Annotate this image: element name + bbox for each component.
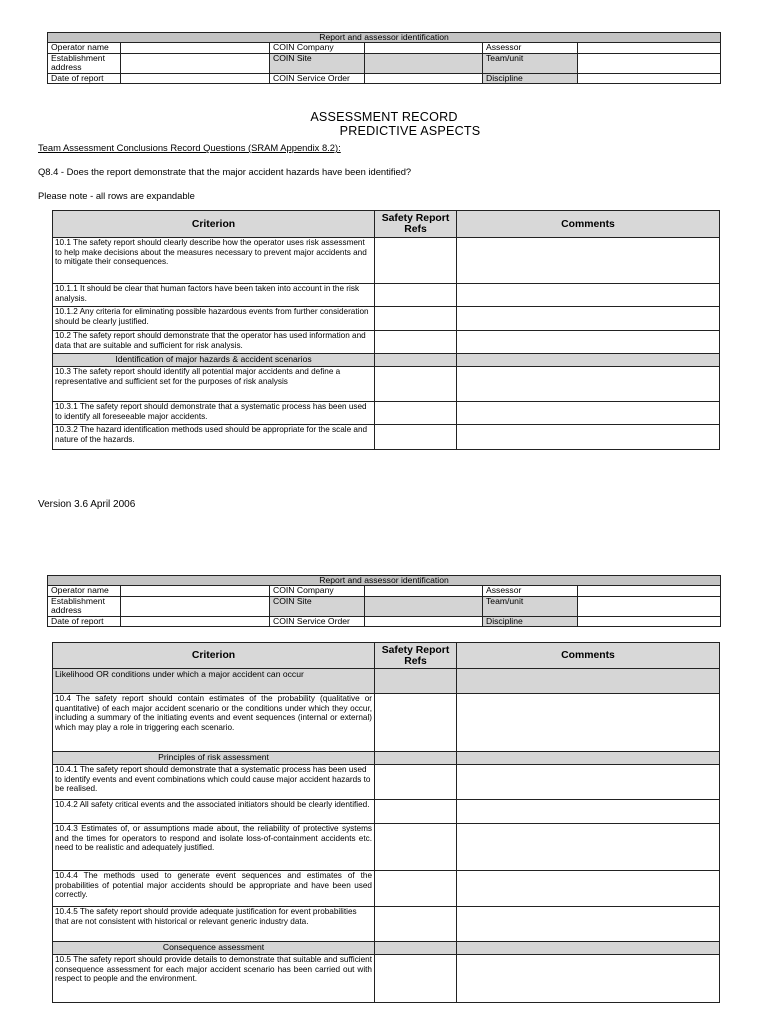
safety-report-refs-header: Safety Report Refs [375,211,457,238]
discipline-label: Discipline [483,73,578,83]
operator-name-label: Operator name [48,43,121,53]
refs-cell[interactable] [375,284,457,307]
section-likelihood-conditions: Likelihood OR conditions under which a major accident can occur [53,669,375,694]
section-principles-risk-assessment: Principles of risk assessment [53,752,375,765]
assessor-label: Assessor [483,43,578,53]
comments-cell[interactable] [457,955,720,1003]
section-blank-cell [375,669,457,694]
section-blank-cell [457,942,720,955]
coin-site-label: COIN Site [270,53,365,73]
comments-cell[interactable] [457,907,720,942]
assessor-field[interactable] [578,586,721,596]
refs-cell[interactable] [375,871,457,907]
criterion-header: Criterion [53,643,375,669]
section-blank-cell [375,752,457,765]
criterion-10-4-1: 10.4.1 The safety report should demonstrate that a systematic process has been used to identify events and event combinations which could cause major accident hazards to be realised. [53,765,375,800]
refs-cell[interactable] [375,800,457,824]
coin-service-order-label: COIN Service Order [270,73,365,83]
comments-cell[interactable] [457,800,720,824]
comments-header: Comments [457,211,720,238]
coin-company-field[interactable] [365,586,483,596]
section-blank-cell [457,752,720,765]
assessor-field[interactable] [578,43,721,53]
assessor-label: Assessor [483,586,578,596]
comments-cell[interactable] [457,238,720,284]
comments-cell[interactable] [457,871,720,907]
criterion-10-1: 10.1 The safety report should clearly describe how the operator uses risk assessment to help make decisions about the measures necessary to prevent major accidents and to mitigate their consequences. [53,238,375,284]
refs-cell[interactable] [375,765,457,800]
report-header-table-2 [47,575,721,627]
comments-cell[interactable] [457,694,720,752]
comments-cell[interactable] [457,765,720,800]
date-of-report-label: Date of report [48,616,121,626]
section-consequence-assessment: Consequence assessment [53,942,375,955]
criterion-10-1-2: 10.1.2 Any criteria for eliminating possible hazardous events from further consideration should be clearly justified. [53,307,375,331]
establishment-address-label: Establishment address [48,53,121,73]
note-expandable-rows: Please note - all rows are expandable [38,190,195,201]
header-title: Report and assessor identification [48,33,721,43]
heading-predictive-aspects: PREDICTIVE ASPECTS [339,124,481,138]
coin-site-field[interactable] [365,596,483,616]
criterion-table-2 [52,642,720,1003]
comments-cell[interactable] [457,402,720,425]
criterion-10-4: 10.4 The safety report should contain estimates of the probability (qualitative or quantitative) of each major accident scenario or the conditions under which they occur, including a summary of the initiating events and event sequences (internal or external) which may play a role in triggering each scenario. [53,694,375,752]
team-unit-field[interactable] [578,596,721,616]
coin-site-label: COIN Site [270,596,365,616]
refs-cell[interactable] [375,907,457,942]
refs-cell[interactable] [375,824,457,871]
operator-name-field[interactable] [121,586,270,596]
team-assessment-heading: Team Assessment Conclusions Record Questions (SRAM Appendix 8.2): [38,142,341,153]
coin-service-order-field[interactable] [365,616,483,626]
criterion-10-3-1: 10.3.1 The safety report should demonstrate that a systematic process has been used to identify all foreseeable major accidents. [53,402,375,425]
criterion-10-3: 10.3 The safety report should identify all potential major accidents and define a representative and sufficient set for the purposes of risk analysis [53,367,375,402]
comments-cell[interactable] [457,331,720,354]
criterion-10-2: 10.2 The safety report should demonstrate that the operator has used information and data that are suitable and sufficient for risk analysis. [53,331,375,354]
criterion-10-4-3: 10.4.3 Estimates of, or assumptions made about, the reliability of protective systems and the times for operators to respond and isolate loss-of-containment accidents etc. need to be realistic and adequately justified. [53,824,375,871]
team-unit-field[interactable] [578,53,721,73]
comments-cell[interactable] [457,284,720,307]
comments-cell[interactable] [457,425,720,450]
operator-name-field[interactable] [121,43,270,53]
discipline-field[interactable] [578,73,721,83]
header-title: Report and assessor identification [48,576,721,586]
establishment-address-field[interactable] [121,596,270,616]
coin-company-label: COIN Company [270,43,365,53]
comments-header: Comments [457,643,720,669]
refs-cell[interactable] [375,238,457,284]
coin-site-field[interactable] [365,53,483,73]
date-of-report-label: Date of report [48,73,121,83]
criterion-table-1 [52,210,720,450]
coin-company-label: COIN Company [270,586,365,596]
section-identification-major-hazards: Identification of major hazards & accident scenarios [53,354,375,367]
refs-cell[interactable] [375,402,457,425]
section-blank-cell [375,354,457,367]
refs-cell[interactable] [375,307,457,331]
discipline-field[interactable] [578,616,721,626]
criterion-10-4-5: 10.4.5 The safety report should provide adequate justification for event probabilities that are not consistent with historical or relevant generic industry data. [53,907,375,942]
comments-cell[interactable] [457,824,720,871]
establishment-address-label: Establishment address [48,596,121,616]
refs-cell[interactable] [375,694,457,752]
question-q8-4: Q8.4 - Does the report demonstrate that the major accident hazards have been identified? [38,166,412,177]
date-of-report-field[interactable] [121,73,270,83]
heading-assessment-record: ASSESSMENT RECORD [310,110,458,124]
comments-cell[interactable] [457,367,720,402]
safety-report-refs-header: Safety Report Refs [375,643,457,669]
criterion-10-3-2: 10.3.2 The hazard identification methods used should be appropriate for the scale and nature of the hazards. [53,425,375,450]
team-unit-label: Team/unit [483,53,578,73]
coin-service-order-field[interactable] [365,73,483,83]
refs-cell[interactable] [375,425,457,450]
section-blank-cell [375,942,457,955]
team-unit-label: Team/unit [483,596,578,616]
discipline-label: Discipline [483,616,578,626]
criterion-10-4-2: 10.4.2 All safety critical events and the associated initiators should be clearly identified. [53,800,375,824]
operator-name-label: Operator name [48,586,121,596]
criterion-10-4-4: 10.4.4 The methods used to generate event sequences and estimates of the probabilities of potential major accidents should be appropriate and have been used correctly. [53,871,375,907]
section-blank-cell [457,669,720,694]
refs-cell[interactable] [375,955,457,1003]
criterion-10-1-1: 10.1.1 It should be clear that human factors have been taken into account in the risk analysis. [53,284,375,307]
version-footer: Version 3.6 April 2006 [38,499,136,510]
date-of-report-field[interactable] [121,616,270,626]
section-blank-cell [457,354,720,367]
refs-cell[interactable] [375,331,457,354]
criterion-header: Criterion [53,211,375,238]
establishment-address-field[interactable] [121,53,270,73]
criterion-10-5: 10.5 The safety report should provide details to demonstrate that suitable and sufficient consequence assessment for each major accident scenario has been carried out with respect to people and the environment. [53,955,375,1003]
coin-service-order-label: COIN Service Order [270,616,365,626]
refs-cell[interactable] [375,367,457,402]
comments-cell[interactable] [457,307,720,331]
coin-company-field[interactable] [365,43,483,53]
report-header-table-1 [47,32,721,84]
